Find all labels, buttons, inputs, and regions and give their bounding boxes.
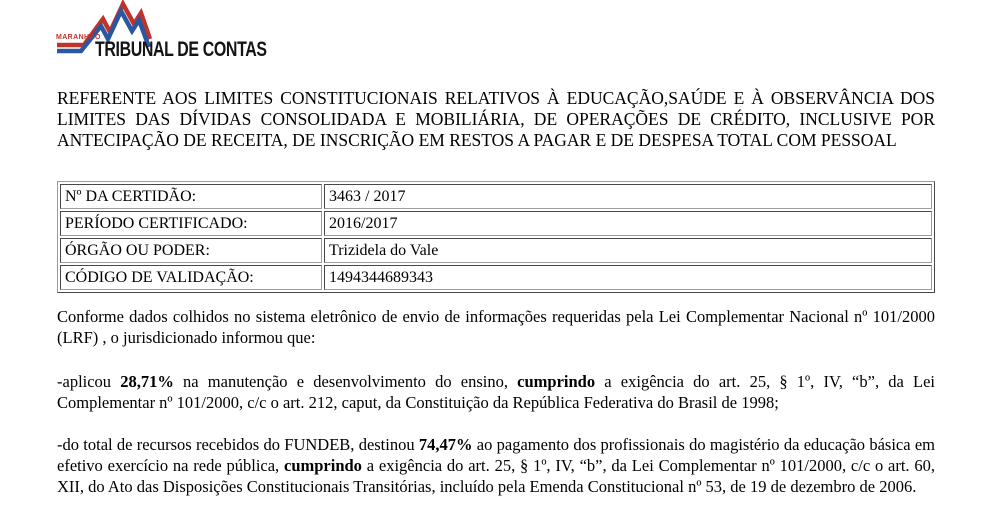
field-label-validation-code: CÓDIGO DE VALIDAÇÃO: bbox=[60, 265, 322, 290]
table-row bbox=[60, 184, 932, 209]
field-label-certificate-number: Nº DA CERTIDÃO: bbox=[60, 184, 322, 209]
paragraph-education-limit bbox=[57, 371, 935, 413]
field-value-certified-period: 2016/2017 bbox=[324, 211, 932, 236]
education-seg-2: na manutenção e desenvolvimento do ensino, bbox=[173, 372, 518, 391]
field-label-certified-period: PERÍODO CERTIFICADO: bbox=[60, 211, 322, 236]
fundeb-percentage: 74,47% bbox=[418, 435, 473, 454]
tribunal-de-contas-logo bbox=[47, 0, 287, 64]
certificate-table bbox=[57, 181, 935, 293]
logo-region-label: MARANHÃO bbox=[56, 34, 101, 41]
education-seg-4: a exigência do art. 25, § 1º, IV, “b”, da Lei Complementar nº 101/2000, c/c o art. 212, caput, da Constituição da República Federativa do Brasil de 1998; bbox=[57, 372, 936, 412]
fundeb-seg-4: a exigência do art. 25, § 1º, IV, “b”, da Lei Complementar nº 101/2000, c/c o art. 60, XII, do Ato das Disposições Constitucionais Transitórias, incluído pela Emenda Constitucional nº 53, de 19 de dezembro de 2006. bbox=[57, 456, 935, 496]
fundeb-seg-0: -do total de recursos recebidos do FUNDEB, destinou bbox=[57, 435, 419, 454]
field-value-organ: Trizidela do Vale bbox=[324, 238, 932, 263]
document-title: REFERENTE AOS LIMITES CONSTITUCIONAIS RELATIVOS À EDUCAÇÃO,SAÚDE E À OBSERVÂNCIA DOS LIMITES DAS DÍVIDAS CONSOLIDADA E MOBILIÁRIA, DE OPERAÇÕES DE CRÉDITO, INCLUSIVE POR ANTECIPAÇÃO DE RECEITA, DE INSCRIÇÃO EM RESTOS A PAGAR E DE DESPESA TOTAL COM PESSOAL bbox=[57, 88, 935, 150]
field-value-certificate-number: 3463 / 2017 bbox=[324, 184, 932, 209]
paragraph-intro: Conforme dados colhidos no sistema eletrônico de envio de informações requeridas pela Lei Complementar Nacional nº 101/2000 (LRF) , o jurisdicionado informou que: bbox=[57, 307, 935, 347]
education-percentage: 28,71% bbox=[120, 372, 174, 391]
field-label-organ: ÓRGÃO OU PODER: bbox=[60, 238, 322, 263]
fundeb-compliance-word: cumprindo bbox=[284, 456, 362, 475]
logo-title-text: TRIBUNAL DE CONTAS bbox=[95, 38, 267, 61]
table-row bbox=[60, 265, 932, 290]
field-value-validation-code: 1494344689343 bbox=[324, 265, 932, 290]
paragraph-fundeb-limit bbox=[57, 434, 935, 497]
table-row bbox=[60, 211, 932, 236]
education-seg-0: -aplicou bbox=[57, 372, 121, 391]
fundeb-seg-2: ao pagamento dos profissionais do magistério da educação básica em efetivo exercício na rede pública, bbox=[57, 435, 936, 475]
education-compliance-word: cumprindo bbox=[517, 372, 596, 391]
table-row bbox=[60, 238, 932, 263]
